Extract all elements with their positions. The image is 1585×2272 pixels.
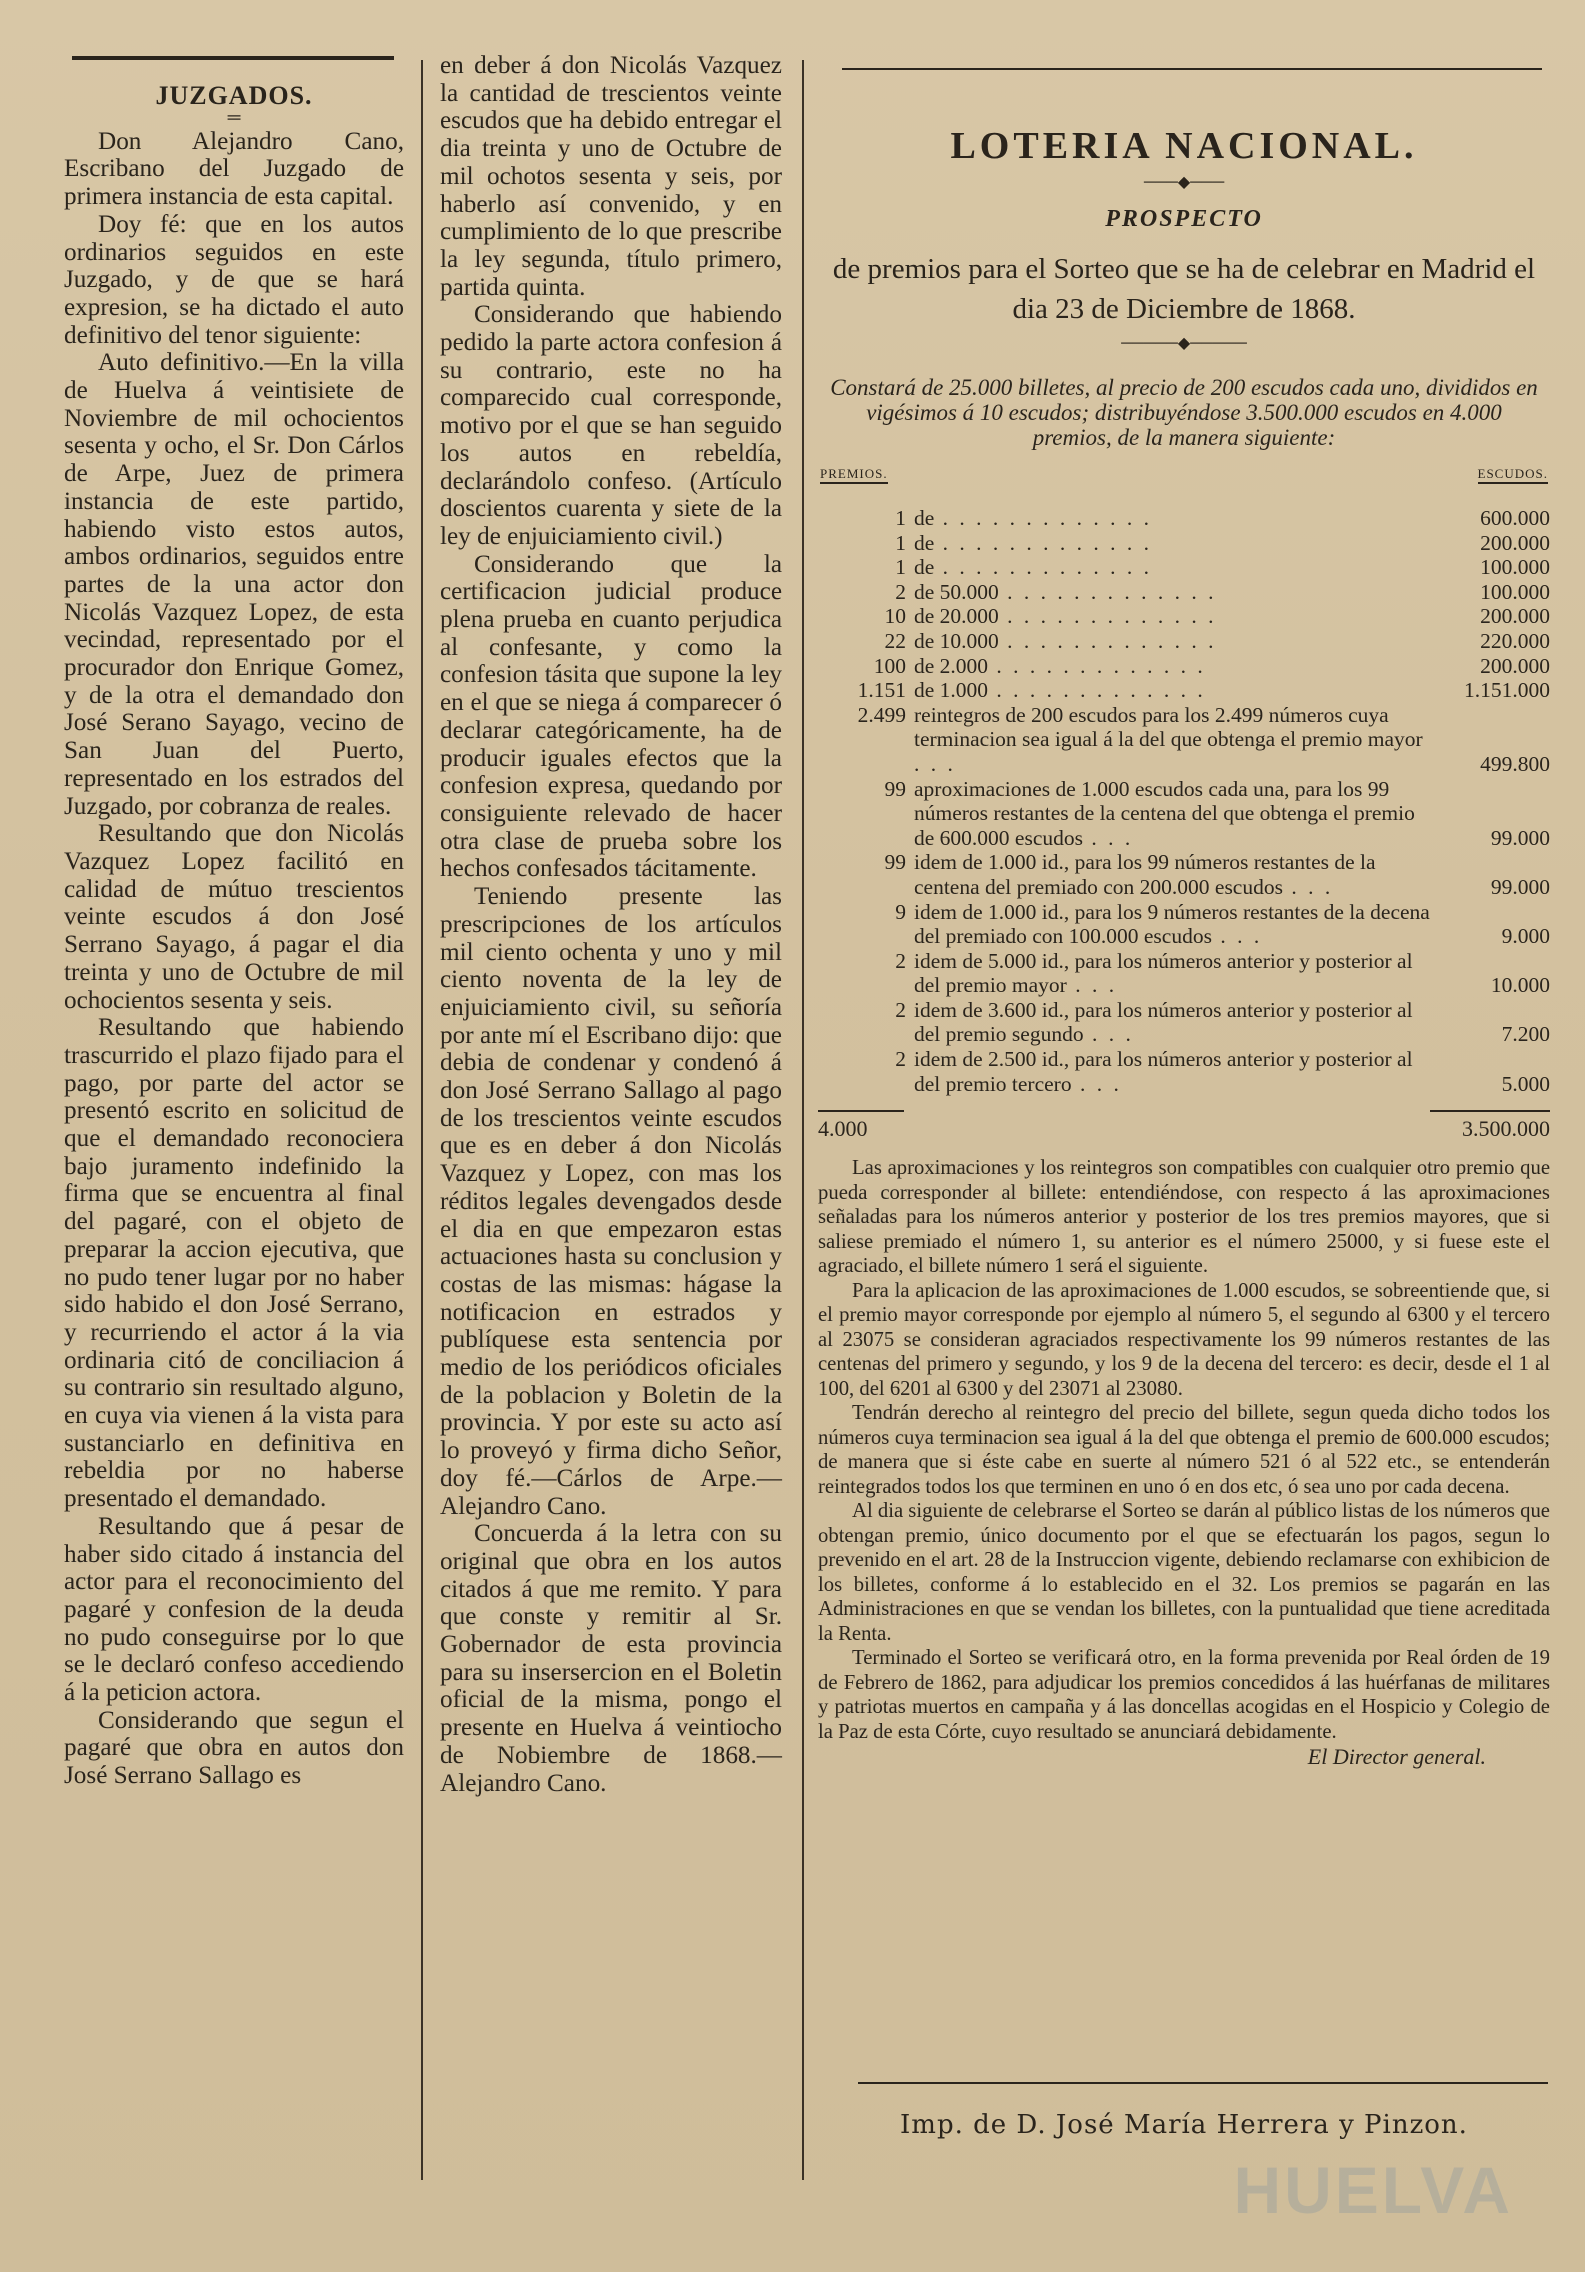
lottery-notes: [818, 1156, 1550, 1744]
prize-count: 100: [873, 653, 906, 678]
prize-description-text: reintegros de 200 escudos para los 2.499 números cuya terminacion sea igual á la del que obtenga el premio mayor: [914, 702, 1423, 752]
leader-dots: . . . . . . . . . . . . .: [934, 506, 1153, 530]
prize-description-text: aproximaciones de 1.000 escudos cada una, para los 99 números restantes de la centena del que obtenga el premio de 600.000 escudos: [914, 776, 1415, 850]
prize-description: [914, 678, 1432, 703]
prize-amount: 499.800: [1480, 751, 1550, 776]
prize-count: 2.499: [857, 702, 906, 727]
prize-count: 2: [895, 1047, 906, 1072]
prize-description-text: idem de 2.500 id., para los números anterior y posterior al del premio tercero: [914, 1047, 1413, 1096]
prize-row: [818, 949, 1550, 998]
prize-count: 22: [884, 628, 906, 653]
paragraph: Doy fé: que en los autos ordinarios seguidos en este Juzgado, y de que se hará expresion, se ha dictado el auto definitivo del tenor siguiente:: [64, 210, 404, 349]
section-title: JUZGADOS.: [155, 81, 313, 110]
leader-dots: . . .: [1083, 1022, 1134, 1047]
prize-amount: 7.200: [1501, 1022, 1550, 1047]
prize-description-text: idem de 5.000 id., para los números anterior y posterior al del premio mayor: [914, 948, 1413, 998]
prize-description: [914, 850, 1432, 899]
lottery-title: LOTERIA NACIONAL.: [950, 125, 1418, 167]
leader-dots: . . .: [914, 751, 956, 776]
note-paragraph: Tendrán derecho al reintegro del precio del billete, segun queda dicho todos los números cuya terminacion sea igual á la del que obtenga el premio de 600.000 escudos; de manera que si éste cabe en suerte al número 521 ó al 522 etc., se entenderán reintegrados todos los que terminen en uno ó en dos etc, ó sea uno por cada decena.: [818, 1402, 1550, 1498]
prize-row: [818, 580, 1550, 605]
prize-description-text: de 10.000: [914, 628, 999, 653]
prize-amount: 600.000: [1480, 506, 1550, 530]
prize-count: 2: [895, 579, 906, 604]
paragraph: en deber á don Nicolás Vazquez la cantidad de trescientos veinte escudos que ha debido entregar el dia treinta y uno de Octubre de mil ochotos sesenta y seis, por haberlo así convenido, y en cumplimiento de lo que prescribe la ley segunda, título primero, partida quinta.: [440, 52, 782, 301]
prize-description-text: de: [914, 555, 935, 580]
prize-row: [818, 531, 1550, 556]
prize-row: [818, 850, 1550, 899]
prize-amount: 100.000: [1480, 579, 1550, 604]
leader-dots: . . . . . . . . . . . . .: [988, 678, 1206, 703]
prize-description-text: de: [914, 530, 935, 555]
prize-count: 1: [895, 530, 906, 555]
leader-dots: . . .: [1211, 924, 1263, 949]
prize-table-header: [818, 466, 1550, 484]
prize-count: 10: [884, 604, 906, 629]
prize-amount: 1.151.000: [1464, 678, 1550, 703]
total-prize-count: 4.000: [818, 1110, 904, 1142]
paragraph: Considerando que la certificacion judicial produce plena prueba en cuanto perjudica al confesante, y como la confesion tásita que supone la ley en el que se niega á comparecer ó declarar categóricamente, ha de producir iguales efectos que la confesion expresa, quedando por consiguiente relevado de hacer otra clase de prueba sobre los hechos confesados tácitamente.: [440, 550, 782, 883]
leader-dots: . . . . . . . . . . . . .: [934, 530, 1153, 555]
prize-count: 9: [895, 899, 906, 924]
prize-row: [818, 629, 1550, 654]
juzgados-column-2: [440, 52, 782, 1797]
prize-description: [914, 1047, 1432, 1096]
prize-amount: 5.000: [1501, 1071, 1550, 1096]
prize-count: 99: [884, 776, 906, 801]
note-paragraph: Para la aplicacion de las aproximaciones de 1.000 escudos, se sobreentiende que, si el premio mayor corresponde por ejemplo al número 5, el segundo al 6300 y el tercero al 23075 se consideran agraciados respectivamente los 99 números restantes de las centenas del primero y segundo, y los 9 de la decena del tercero: es decir, desde el 1 al 100, del 6201 al 6300 y del 23071 al 23080.: [818, 1279, 1550, 1400]
prize-amount: 99.000: [1490, 874, 1550, 899]
prize-count: 1.151: [857, 678, 906, 703]
paragraph: Considerando que habiendo pedido la parte actora confesion á su contrario, este no ha comparecido cual corresponde, motivo por el que se han seguido los autos en rebeldía, declarándolo confeso. (Artículo doscientos cuarenta y siete de la ley de enjuiciamiento civil.): [440, 301, 782, 550]
lottery-conditions: Constará de 25.000 billetes, al precio de 200 escudos cada uno, divididos en vigésimos á 10 escudos; distribuyéndose 3.500.000 escudos en 4.000 premios, de la manera siguiente:: [830, 375, 1538, 450]
lottery-section: [818, 52, 1550, 1770]
imprint-rule: [858, 2082, 1548, 2084]
prize-description: [914, 604, 1432, 629]
prize-description-text: de: [914, 506, 935, 530]
prospecto-heading: PROSPECTO: [1105, 206, 1263, 232]
prize-table: [818, 506, 1550, 1096]
prize-count: 2: [895, 948, 906, 973]
prize-amount: 200.000: [1480, 653, 1550, 678]
prize-amount: 100.000: [1480, 555, 1550, 580]
ornament-divider: ───◆───: [1143, 174, 1225, 191]
prize-description-text: idem de 1.000 id., para los 9 números restantes de la decena del premiado con 100.000 escudos: [914, 899, 1430, 949]
ornament-divider: ─────◆─────: [1121, 335, 1247, 352]
prize-row: [818, 1047, 1550, 1096]
prize-row: [818, 555, 1550, 580]
column-rule-2: [802, 60, 804, 2180]
premios-column-label: PREMIOS.: [820, 466, 888, 484]
prize-description: [914, 629, 1432, 654]
prize-count: 2: [895, 997, 906, 1022]
prize-description-text: de 50.000: [914, 579, 999, 604]
title-double-rule: ═: [227, 106, 241, 127]
leader-dots: . . .: [1071, 1071, 1122, 1096]
prize-description-text: de 20.000: [914, 604, 999, 629]
leader-dots: . . .: [1282, 874, 1334, 899]
prize-row: [818, 777, 1550, 851]
paragraph: Resultando que á pesar de haber sido citado á instancia del actor para el reconocimiento del pagaré y confesion de la deuda no pudo conseguirse por lo que se le declaró confeso accediendo á la peticion actora.: [64, 1512, 404, 1707]
leader-dots: . . . . . . . . . . . . .: [998, 628, 1217, 653]
juzgados-column-1: [64, 82, 404, 1790]
paragraph: Considerando que segun el pagaré que obra en autos don José Serrano Sallago es: [64, 1706, 404, 1790]
leader-dots: . . . . . . . . . . . . .: [998, 579, 1217, 604]
paragraph: Teniendo presente las prescripciones de los artículos mil ciento ochenta y uno y mil ciento noventa de la ley de enjuiciamiento civil, su señoría por ante mí el Escribano dijo: que debia de condenar y condenó á don José Serrano Sallago al pago de los trescientos veinte escudos que es en deber á don Nicolás Vazquez y Lopez, con mas los réditos legales devengados desde el dia en que empezaron estas actuaciones hasta su conclusion y costas de las mismas: hágase la notificacion en estrados y publíquese esta sentencia por medio de los periódicos oficiales de la poblacion y Boletin de la provincia. Y por este su acto así lo proveyó y firma dicho Señor, doy fé.—Cárlos de Arpe.—Alejandro Cano.: [440, 883, 782, 1520]
prize-description: [914, 531, 1432, 556]
prize-description: [914, 506, 1432, 531]
paragraph: Resultando que don Nicolás Vazquez Lopez facilitó en calidad de mútuo trescientos veinte escudos á don José Serrano Sayago, á pagar el dia treinta y uno de Octubre de mil ochocientos sesenta y seis.: [64, 820, 404, 1014]
prize-amount: 9.000: [1501, 924, 1550, 949]
prize-row: [818, 604, 1550, 629]
prize-amount: 10.000: [1490, 973, 1550, 998]
column-rule-1: [421, 60, 423, 2180]
prize-description: [914, 777, 1432, 851]
prize-description-text: idem de 3.600 id., para los números anterior y posterior al del premio segundo: [914, 997, 1413, 1047]
leader-dots: . . .: [1066, 973, 1118, 998]
lottery-intro: de premios para el Sorteo que se ha de celebrar en Madrid el dia 23 de Diciembre de 1868.: [832, 253, 1536, 325]
director-signature: El Director general.: [1307, 1744, 1486, 1770]
leader-dots: . . . . . . . . . . . . .: [934, 555, 1153, 580]
total-prize-amount: 3.500.000: [1430, 1110, 1550, 1142]
prize-description-text: de 1.000: [914, 678, 989, 703]
prize-description: [914, 654, 1432, 679]
note-paragraph: Terminado el Sorteo se verificará otro, en la forma prevenida por Real órden de 19 de Febrero de 1862, para adjudicar los premios concedidos á las huérfanas de militares y patriotas muertos en campaña y á las doncellas acogidas en el Hospicio y Colegio de la Paz de esta Córte, cuyo resultado se anunciará debidamente.: [818, 1647, 1550, 1743]
top-rule-left: [72, 56, 394, 60]
prize-row: [818, 900, 1550, 949]
prize-description-text: idem de 1.000 id., para los 99 números restantes de la centena del premiado con 200.000 escudos: [914, 850, 1376, 899]
prize-description: [914, 900, 1432, 949]
prize-description: [914, 580, 1432, 605]
paragraph: Auto definitivo.—En la villa de Huelva á veintisiete de Noviembre de mil ochocientos sesenta y ocho, el Sr. Don Cárlos de Arpe, Juez de primera instancia de este partido, habiendo visto estos autos, ambos ordinarios, seguidos entre partes de la una actor don Nicolás Vazquez Lopez, de esta vecindad, representado por el procurador don Enrique Gomez, y de la otra el demandado don José Serano Sayago, vecino de San Juan del Puerto, representado en los estrados del Juzgado, por cobranza de reales.: [64, 349, 404, 820]
prize-description-text: de 2.000: [914, 653, 989, 678]
prize-description: [914, 555, 1432, 580]
escudos-column-label: ESCUDOS.: [1478, 466, 1549, 484]
prize-row: [818, 654, 1550, 679]
prize-count: 99: [884, 850, 906, 875]
prize-description: [914, 703, 1432, 777]
prize-count: 1: [895, 555, 906, 580]
prize-row: [818, 678, 1550, 703]
prize-total-row: [818, 1104, 1550, 1142]
prize-description: [914, 949, 1432, 998]
prize-amount: 200.000: [1480, 604, 1550, 629]
prize-amount: 99.000: [1490, 825, 1550, 850]
prize-count: 1: [895, 506, 906, 530]
prize-amount: 220.000: [1480, 628, 1550, 653]
paragraph: Concuerda á la letra con su original que obra en los autos citados á que me remito. Y para que conste y remitir al Sr. Gobernador de esta provincia para su insersercion en el Boletin oficial de la misma, pongo el presente en Huelva á veintiocho de Nobiembre de 1868.—Alejandro Cano.: [440, 1520, 782, 1797]
prize-description: [914, 998, 1432, 1047]
leader-dots: . . .: [1083, 825, 1134, 850]
leader-dots: . . . . . . . . . . . . .: [998, 604, 1217, 629]
printer-imprint: Imp. de D. José María Herrera y Pinzon.: [900, 2110, 1468, 2140]
note-paragraph: Al dia siguiente de celebrarse el Sorteo se darán al público listas de los números que obtengan premio, único documento por el que se efectuarán los pagos, segun lo prevenido en el art. 28 de la Instruccion vigente, debiendo reclamarse con exhibicion de los billetes, conforme á lo establecido en el 32. Los premios se pagarán en las Administraciones en que se vendan los billetes, con la puntualidad que tiene acreditada la Renta.: [818, 1500, 1550, 1645]
prize-amount: 200.000: [1480, 530, 1550, 555]
prize-row: [818, 998, 1550, 1047]
prize-row: [818, 703, 1550, 777]
paragraph: Resultando que habiendo trascurrido el plazo fijado para el pago, por parte del actor se presentó escrito en solicitud de que el demandado reconociera bajo juramento indefinido la firma que se encuentra al final del pagaré, con el objeto de preparar la accion ejecutiva, que no pudo tener lugar por no haber sido habido el don José Serrano, y recurriendo el actor á la via ordinaria citó de conciliacion á su contrario sin resultado alguno, en cuya via vienen á la vista para sustanciarlo en definitiva en rebeldia por no haberse presentado el demandado.: [64, 1014, 404, 1513]
note-paragraph: Las aproximaciones y los reintegros son compatibles con cualquier otro premio que pueda corresponder al billete: entendiéndose, con respecto á las aproximaciones señaladas para los números anterior y posterior de los tres premios mayores, que si saliese premiado el número 1, su anterior es el número 25000, y si fuese este el agraciado, el billete número 1 será el siguiente.: [818, 1157, 1550, 1278]
archive-watermark: HUELVA: [1233, 2153, 1513, 2227]
paragraph: Don Alejandro Cano, Escribano del Juzgado de primera instancia de esta capital.: [64, 127, 404, 211]
prize-row: [818, 506, 1550, 531]
leader-dots: . . . . . . . . . . . . .: [988, 653, 1206, 678]
